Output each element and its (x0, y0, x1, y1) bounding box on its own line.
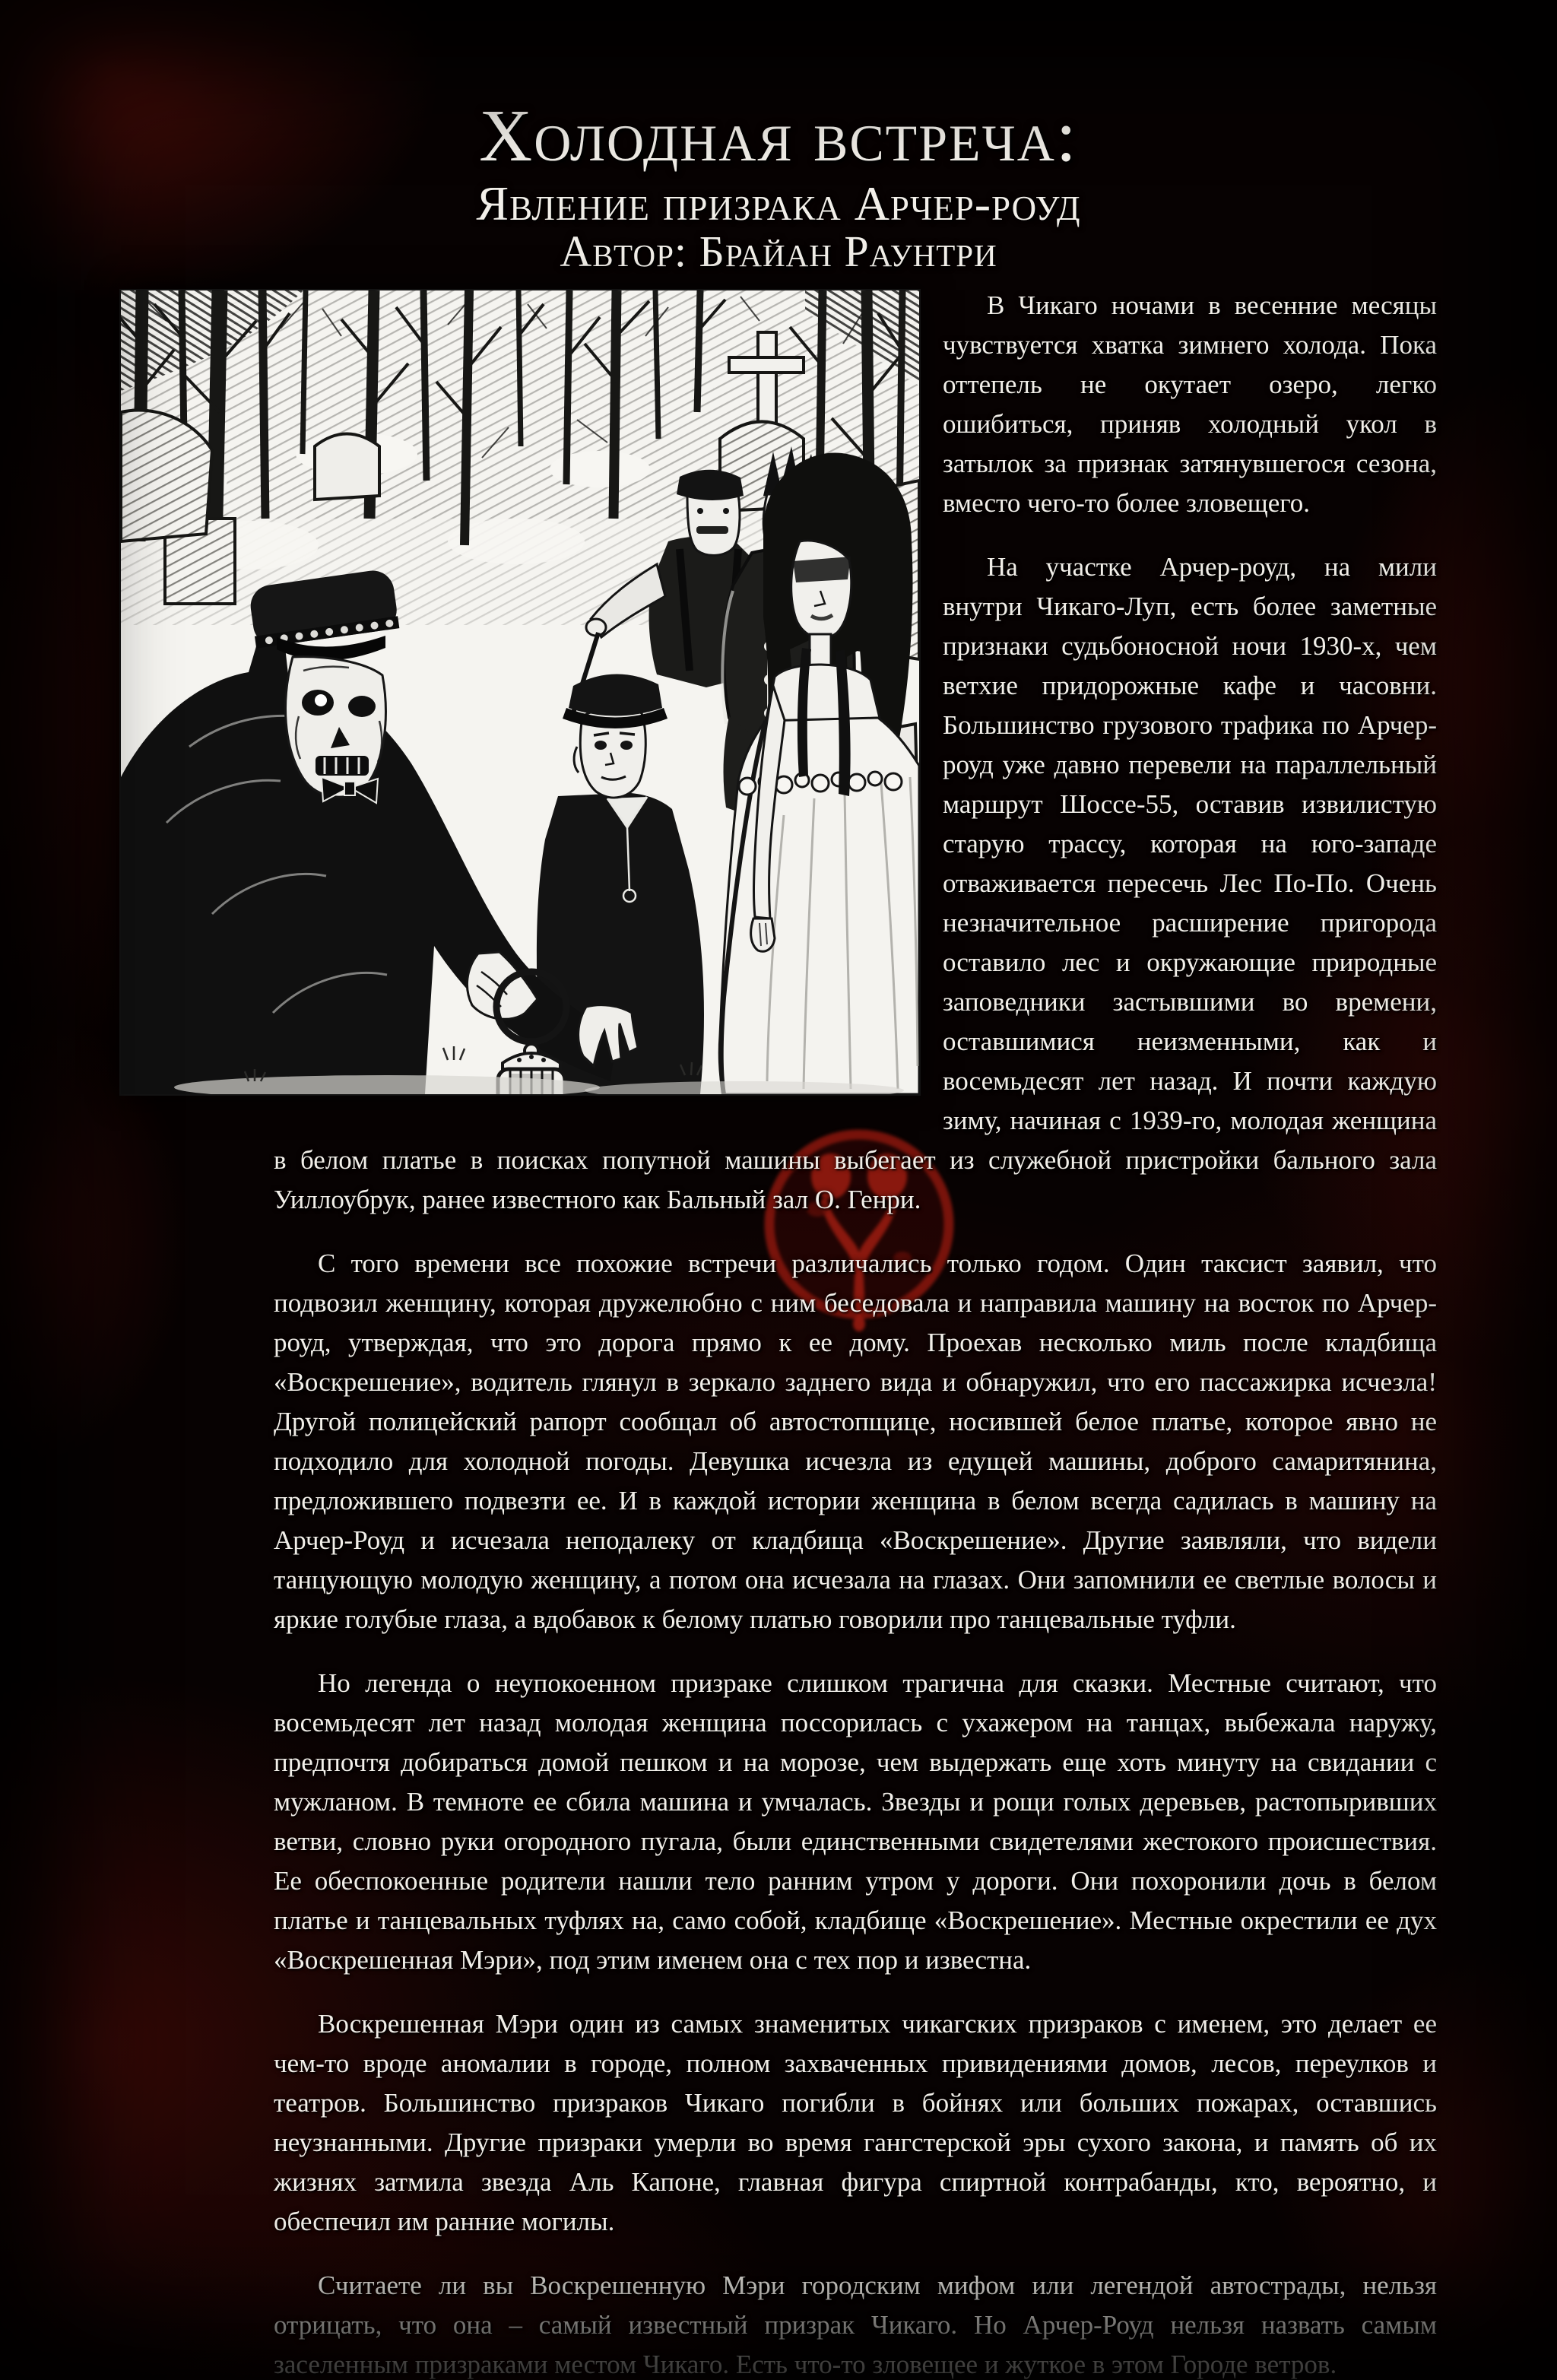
page-title: Холодная встреча: (479, 95, 1078, 176)
body-paragraph: С того времени все похожие встречи различались только годом. Один таксист заявил, что подвозил женщину, которая дружелюбно с ним беседовала и направила машину на восток по Арчер-роуд, утверждая, что это дорога прямо к ее дому. Проехав несколько миль после кладбища «Воскрешение», водитель глянул в зеркало заднего вида и обнаружил, что его пассажирка исчезла! Другой полицейский рапорт сообщал об автостопщице, носившей белое платье, которое явно не подходило для холодной погоды. Девушка исчезла из едущей машины, доброго самаритянина, предложившего подвезти ее. И в каждой истории женщина в белом всегда садилась в машину на Арчер-Роуд и исчезала неподалеку от кладбища «Воскрешение». Другие заявляли, что видели танцующую молодую женщину, а потом она исчезала на глазах. Они запомнили ее светлые волосы и яркие голубые глаза, а вдобавок к белому платью говорили про танцевальные туфли. (274, 1248, 1437, 1634)
article-body (0, 286, 1557, 2380)
graveyard-illustration (121, 290, 919, 1094)
byline: Автор: Брайан Раунтри (560, 227, 997, 277)
body-paragraph: Воскрешенная Мэри один из самых знаменитых чикагских призраков с именем, это делает ее чем-то вроде аномалии в городе, полном захваченных привидениями домов, лесов, переулков и театров. Большинство призраков Чикаго погибли в бойнях или больших пожарах, оставшись неузнанными. Другие призраки умерли во время гангстерской эры сухого закона, и память об их жизнях затмила звезда Аль Капоне, главная фигура спиртной контрабанды, кто, вероятно, и обеспечил им ранние могилы. (274, 2008, 1437, 2236)
body-paragraph: На участке Арчер-роуд, на мили внутри Чикаго-Луп, есть более заметные признаки судьбоносной ночи 1930-х, чем ветхие придорожные кафе и часовни. Большинство грузового трафика по Арчер-роуд уже давно перевели на параллельный маршрут Шоссе-55, оставив извилистую старую трассу, которая на юго-западе отваживается пересечь Лес По-По. Очень незначительное расширение пригорода оставило лес и окружающие природные заповедники застывшими во времени, оставшимися неизменными, как и восемьдесят лет назад. И почти каждую зиму, начиная с 1939-го, молодая женщина в белом платье в поисках попутной машины выбегает из служебной пристройки бального зала Уиллоубрук, ранее известного как Бальный зал О. Генри. (274, 551, 1437, 1214)
page-subtitle: Явление призрака Арчер-роуд (476, 176, 1081, 230)
body-paragraph: Считаете ли вы Воскрешенную Мэри городским мифом или легендой автострады, нельзя отрицать, что она – самый известный призрак Чикаго. Но Арчер-Роуд нельзя назвать самым заселенным призраками местом Чикаго. Есть что-то зловещее и жуткое в этом Городе ветров. (274, 2270, 1437, 2379)
body-paragraph: Но легенда о неупокоенном призраке слишком трагична для сказки. Местные считают, что восемьдесят лет назад молодая женщина поссорилась с ухажером на танцах, выбежала наружу, предпочтя добираться домой пешком и на морозе, чем выдержать еще хоть минуту на свидании с мужланом. В темноте ее сбила машина и умчалась. Звезды и рощи голых деревьев, растопыривших ветви, словно руки огородного пугала, были единственными свидетелями жестокого происшествия. Ее обеспокоенные родители нашли тело ранним утром у дороги. Они похоронили дочь в белом платье и танцевальных туфлях на, само собой, кладбище «Воскрешение». Местные окрестили ее дух «Воскрешенная Мэри», под этим именем она с тех пор и известна. (274, 1668, 1437, 1975)
article-header (0, 0, 1557, 275)
graveyard-artwork (121, 290, 919, 1094)
body-paragraph: В Чикаго ночами в весенние месяцы чувствуется хватка зимнего холода. Пока оттепель не окутает озеро, легко ошибиться, приняв холодный укол в затылок за признак затянувшегося сезона, вместо чего-то более зловещего. (943, 290, 1437, 518)
